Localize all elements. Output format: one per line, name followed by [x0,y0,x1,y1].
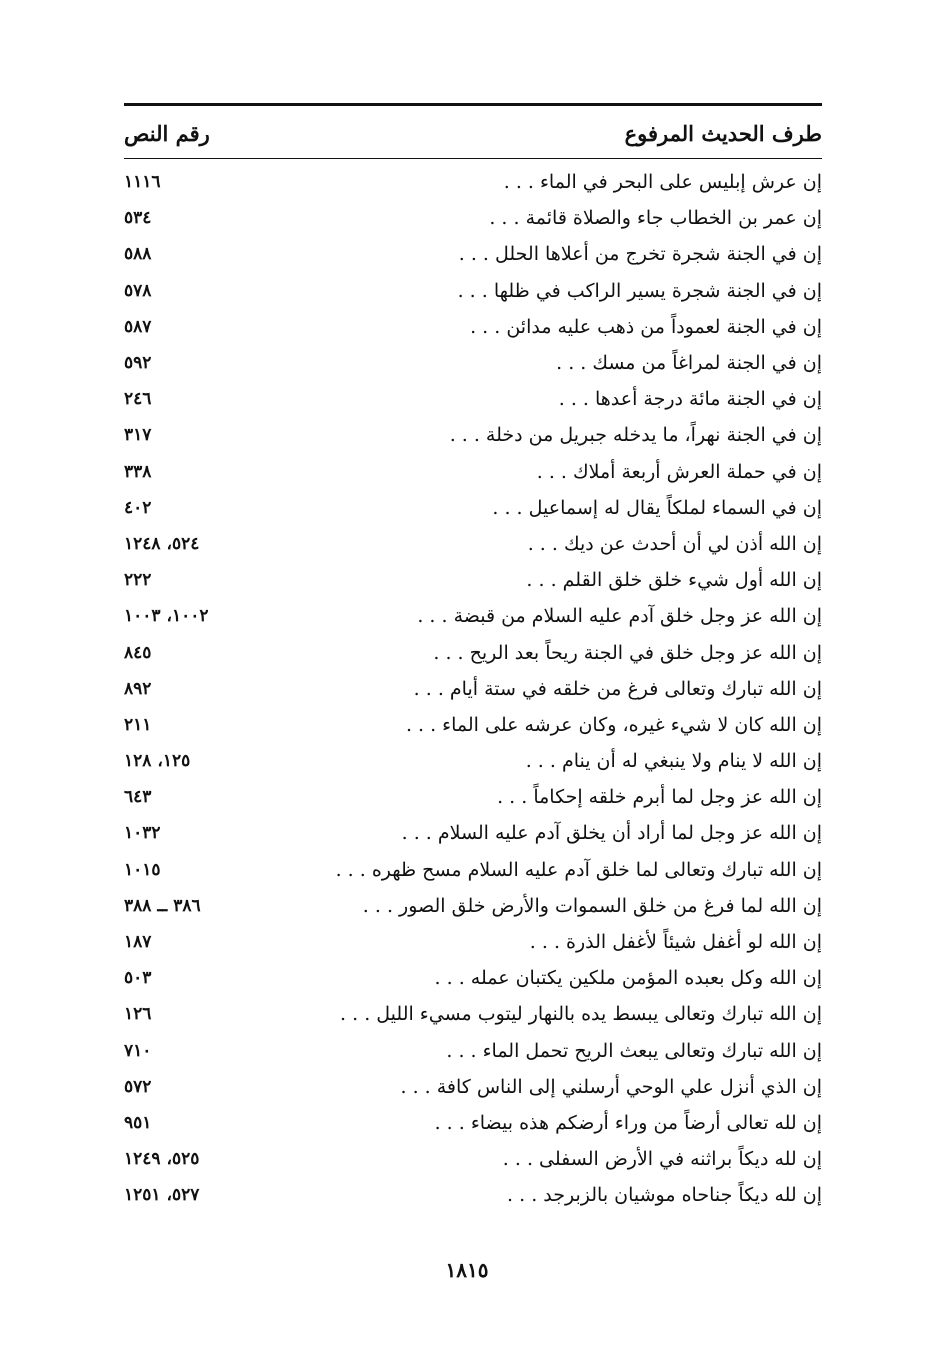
text-number: ٢٢٢ [124,570,152,591]
hadith-text: إن الله أول شيء خلق خلق القلم . . . [526,569,822,592]
hadith-text: إن لله ديكاً براثنه في الأرض السفلى . . . [502,1148,822,1171]
text-number: ٥٠٣ [124,968,152,989]
text-number: ٨٤٥ [124,642,152,663]
list-item [124,454,822,490]
list-item [124,996,822,1032]
list-item [124,707,822,743]
list-item [124,1033,822,1069]
list-item [124,381,822,417]
list-item [124,562,822,598]
text-number: ٥٧٨ [124,280,152,301]
hadith-text: إن عرش إبليس على البحر في الماء . . . [503,171,822,194]
hadith-text: إن الله تبارك وتعالى يبسط يده بالنهار ليتوب مسيء الليل . . . [340,1003,822,1026]
text-number: ٥٨٨ [124,244,152,265]
list-item [124,417,822,453]
list-item [124,888,822,924]
hadith-text: إن في الجنة مائة درجة أعدها . . . [558,388,822,411]
list-item [124,236,822,272]
list-item [124,1105,822,1141]
list-item [124,634,822,670]
hadith-text: إن الله عز وجل لما أراد أن يخلق آدم عليه السلام . . . [401,822,822,845]
list-item [124,345,822,381]
hadith-text: إن في حملة العرش أربعة أملاك . . . [536,460,822,483]
text-number: ١٠١٥ [124,859,161,880]
hadith-text: إن الله كان لا شيء غيره، وكان عرشه على الماء . . . [405,713,822,736]
text-number: ٢١١ [124,714,152,735]
entries-list [124,164,822,1213]
table-header [124,112,822,154]
hadith-text: إن لله ديكاً جناحاه موشيان بالزبرجد . . . [507,1184,822,1207]
list-item [124,526,822,562]
text-number: ٦٤٣ [124,787,152,808]
hadith-text: إن في الجنة لعموداً من ذهب عليه مدائن . . . [470,315,822,338]
hadith-text: إن الله تبارك وتعالى يبعث الريح تحمل الماء . . . [446,1039,822,1062]
list-item [124,671,822,707]
hadith-text: إن الله أذن لي أن أحدث عن ديك . . . [527,532,822,555]
text-number: ١٨٧ [124,932,152,953]
hadith-text: إن في السماء لملكاً يقال له إسماعيل . . . [492,496,822,519]
text-number: ٥٨٧ [124,316,152,337]
header-rule [124,158,822,159]
hadith-text: إن الله لو أغفل شيئاً لأغفل الذرة . . . [529,931,822,954]
list-item [124,598,822,634]
list-item [124,164,822,200]
text-number: ٣٣٨ [124,461,152,482]
list-item [124,1177,822,1213]
text-number: ٨٩٢ [124,678,152,699]
text-number: ٥٢٤، ١٢٤٨ [124,533,200,554]
list-item [124,743,822,779]
text-number: ١٠٣٢ [124,823,161,844]
hadith-text: إن في الجنة شجرة يسير الراكب في ظلها . . . [457,279,822,302]
hadith-text: إن لله تعالى أرضاً من وراء أرضكم هذه بيضاء . . . [434,1111,822,1134]
hadith-text: إن في الجنة لمراغاً من مسك . . . [556,352,822,375]
text-number: ٣٨٦ ــ ٣٨٨ [124,895,201,916]
hadith-text: إن الله تبارك وتعالى لما خلق آدم عليه السلام مسح ظهره . . . [335,858,822,881]
hadith-text: إن الله عز وجل خلق آدم عليه السلام من قبضة . . . [417,605,822,628]
hadith-text: إن الله لما فرغ من خلق السموات والأرض خلق الصور . . . [362,894,822,917]
list-item [124,815,822,851]
header-number-column: رقم النص [124,120,210,146]
list-item [124,779,822,815]
hadith-text: إن الله عز وجل لما أبرم خلقه إحكاماً . . . [497,786,822,809]
list-item [124,490,822,526]
text-number: ٥٢٥، ١٢٤٩ [124,1149,200,1170]
hadith-text: إن عمر بن الخطاب جاء والصلاة قائمة . . . [489,207,822,230]
text-number: ٩٥١ [124,1112,152,1133]
hadith-text: إن في الجنة نهراً، ما يدخله جبريل من دخلة . . . [449,424,822,447]
hadith-text: إن الذي أنزل علي الوحي أرسلني إلى الناس كافة . . . [400,1075,822,1098]
text-number: ٥٩٢ [124,353,152,374]
text-number: ١٠٠٢، ١٠٠٣ [124,606,209,627]
hadith-text: إن في الجنة شجرة تخرج من أعلاها الحلل . . . [458,243,822,266]
text-number: ٥٣٤ [124,208,152,229]
top-rule [124,103,822,106]
list-item [124,1069,822,1105]
list-item [124,200,822,236]
header-text-column: طرف الحديث المرفوع [624,120,822,146]
hadith-text: إن الله عز وجل خلق في الجنة ريحاً بعد الريح . . . [433,641,822,664]
text-number: ٥٧٢ [124,1076,152,1097]
text-number: ٣١٧ [124,425,152,446]
text-number: ١٢٥، ١٢٨ [124,751,191,772]
list-item [124,309,822,345]
hadith-text: إن الله تبارك وتعالى فرغ من خلقه في ستة أيام . . . [413,677,822,700]
list-item [124,1141,822,1177]
text-number: ٤٠٢ [124,497,152,518]
list-item [124,924,822,960]
text-number: ١٢٦ [124,1004,152,1025]
list-item [124,852,822,888]
hadith-text: إن الله لا ينام ولا ينبغي له أن ينام . . . [525,750,822,773]
text-number: ١١١٦ [124,172,161,193]
text-number: ٢٤٦ [124,389,152,410]
text-number: ٧١٠ [124,1040,152,1061]
list-item [124,273,822,309]
hadith-text: إن الله وكل بعبده المؤمن ملكين يكتبان عمله . . . [434,967,822,990]
list-item [124,960,822,996]
text-number: ٥٢٧، ١٢٥١ [124,1185,200,1206]
page-number: ١٨١٥ [445,1258,489,1282]
